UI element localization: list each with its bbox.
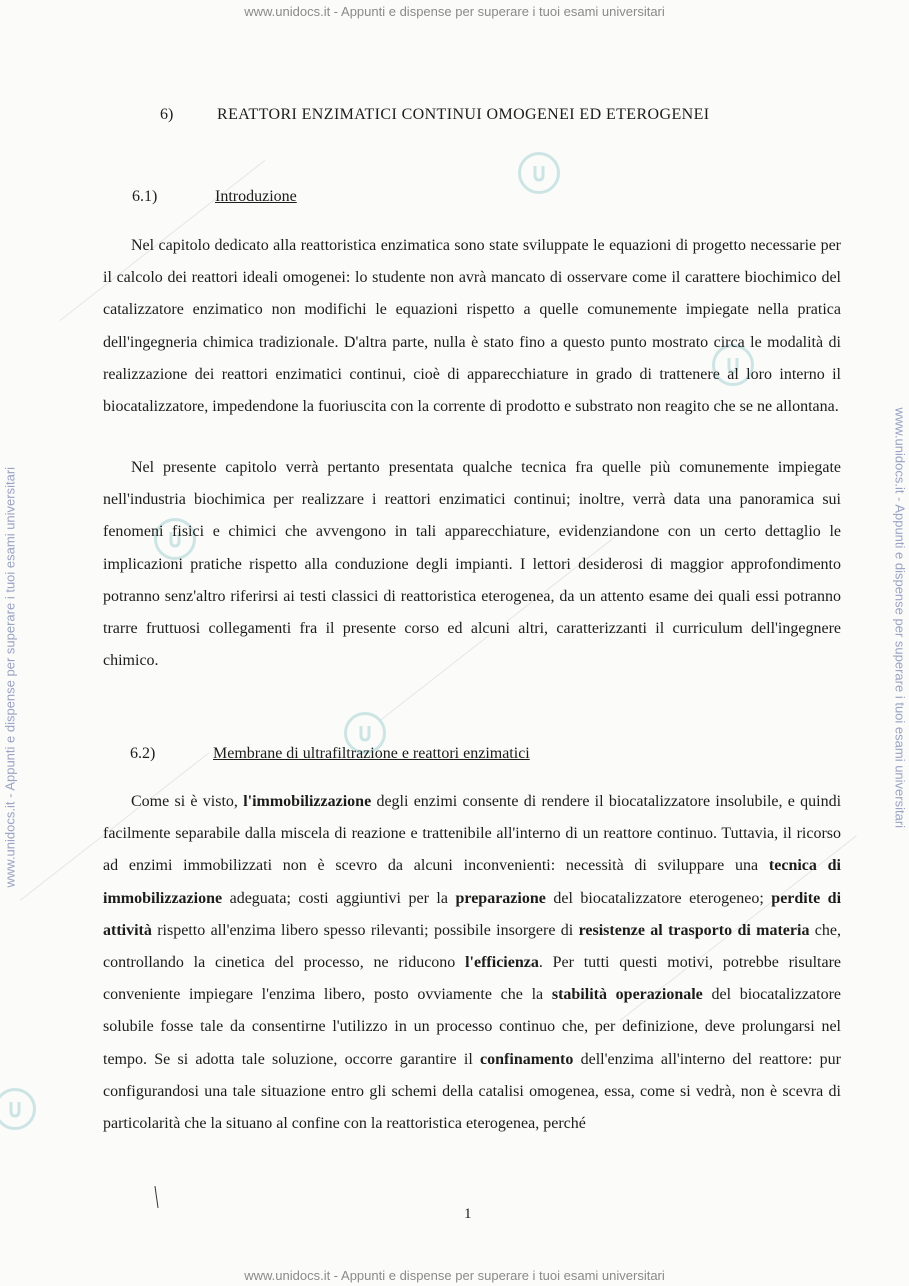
- bold-term: preparazione: [455, 889, 546, 907]
- page-number: 1: [464, 1206, 472, 1222]
- chapter-number: 6): [160, 106, 174, 123]
- text-run: adeguata; costi aggiuntivi per la: [222, 889, 456, 907]
- section-title: Introduzione: [215, 188, 297, 205]
- bold-term: l'immobilizzazione: [243, 793, 372, 810]
- text-run: Come si è visto,: [131, 793, 244, 810]
- paragraph: [103, 786, 841, 1140]
- text-run: che, controllando la cinetica del processo, ne riducono: [103, 921, 842, 972]
- text-run: degli enzimi consente di rendere il biocatalizzatore insolubile, e quindi facilmente separabile dalla miscela di reazione e trattenibile all'interno di un reattore continuo. Tuttavia, il ricorso ad enzimi immobilizzati non è scevro da alcuni inconvenienti: necessità di sviluppare una: [103, 793, 842, 875]
- bold-term: confinamento: [480, 1050, 574, 1068]
- bold-term: perdite di attività: [103, 889, 842, 939]
- watermark-left: www.unidocs.it - Appunti e dispense per superare i tuoi esami universitari: [2, 466, 18, 888]
- paragraph: Nel presente capitolo verrà pertanto presentata qualche tecnica fra quelle più comunemente impiegate nell'industria biochimica per realizzare i reattori enzimatici continui; inoltre, verrà data una panoramica sui fenomeni fisici e chimici che avvengono in tali apparecchiature, evidenziandone con un certo dettaglio le implicazioni pratiche rispetto alla conduzione degli impianti. I lettori desiderosi di maggior approfondimento potranno senz'altro riferirsi ai testi classici di reattoristica eterogenea, da un attento esame dei quali essi potranno trarre fruttuosi collegamenti fra il presente corso ed alcuni altri, caratterizzanti il curriculum dell'ingegnere chimico.: [103, 459, 841, 670]
- paragraph: Nel capitolo dedicato alla reattoristica enzimatica sono state sviluppate le equazioni di progetto necessarie per il calcolo dei reattori ideali omogenei: lo studente non avrà mancato di osservare come il carattere biochimico del catalizzatore enzimatico non modifichi le equazioni rispetto a quelle comunemente impiegate nella pratica dell'ingegneria chimica tradizionale. D'altra parte, nulla è stato fino a questo punto mostrato circa le modalità di realizzazione dei reattori enzimatici continui, cioè di apparecchiature in grado di trattenere al loro interno il biocatalizzatore, impedendone la fuoriuscita con la corrente di prodotto e substrato non reagito che se ne allontana.: [103, 237, 841, 416]
- chapter-title: REATTORI ENZIMATICI CONTINUI OMOGENEI ED ETEROGENEI: [217, 106, 710, 123]
- text-run: rispetto all'enzima libero spesso rilevanti; possibile insorgere di: [151, 921, 579, 939]
- watermark-top: www.unidocs.it - Appunti e dispense per superare i tuoi esami universitari: [244, 4, 665, 19]
- watermark-right: www.unidocs.it - Appunti e dispense per superare i tuoi esami universitari: [892, 407, 908, 829]
- bold-term: stabilità operazionale: [551, 986, 703, 1004]
- text-run: del biocatalizzatore eterogeneo;: [545, 889, 772, 907]
- section-number: 6.1): [132, 188, 158, 205]
- section-number: 6.2): [130, 745, 156, 762]
- bold-term: resistenze al trasporto di materia: [578, 921, 810, 939]
- text-run: . Per tutti questi motivi, potrebbe risultare conveniente impiegare l'enzima libero, posto ovviamente che la: [103, 954, 841, 1004]
- watermark-bottom: www.unidocs.it - Appunti e dispense per superare i tuoi esami universitari: [244, 1268, 665, 1283]
- bold-term: tecnica di immobilizzazione: [103, 857, 841, 907]
- bold-term: l'efficienza: [465, 954, 539, 972]
- pen-mark: [154, 1186, 158, 1208]
- text-run: dell'enzima all'interno del reattore: pur configurandosi una tale situazione entro gli schemi della catalisi omogenea, essa, come si vedrà, non è scevra di particolarità che la situano al confine con la reattoristica eterogenea, perché: [103, 1050, 842, 1133]
- unidocs-logo-icon: [518, 152, 560, 194]
- text-run: del biocatalizzatore solubile fosse tale da consentirne l'utilizzo in un processo continuo che, per definizione, deve prolungarsi nel tempo. Se si adotta tale soluzione, occorre garantire il: [103, 986, 841, 1068]
- unidocs-logo-icon: [0, 1088, 36, 1130]
- section-title: Membrane di ultrafiltrazione e reattori enzimatici: [213, 745, 530, 762]
